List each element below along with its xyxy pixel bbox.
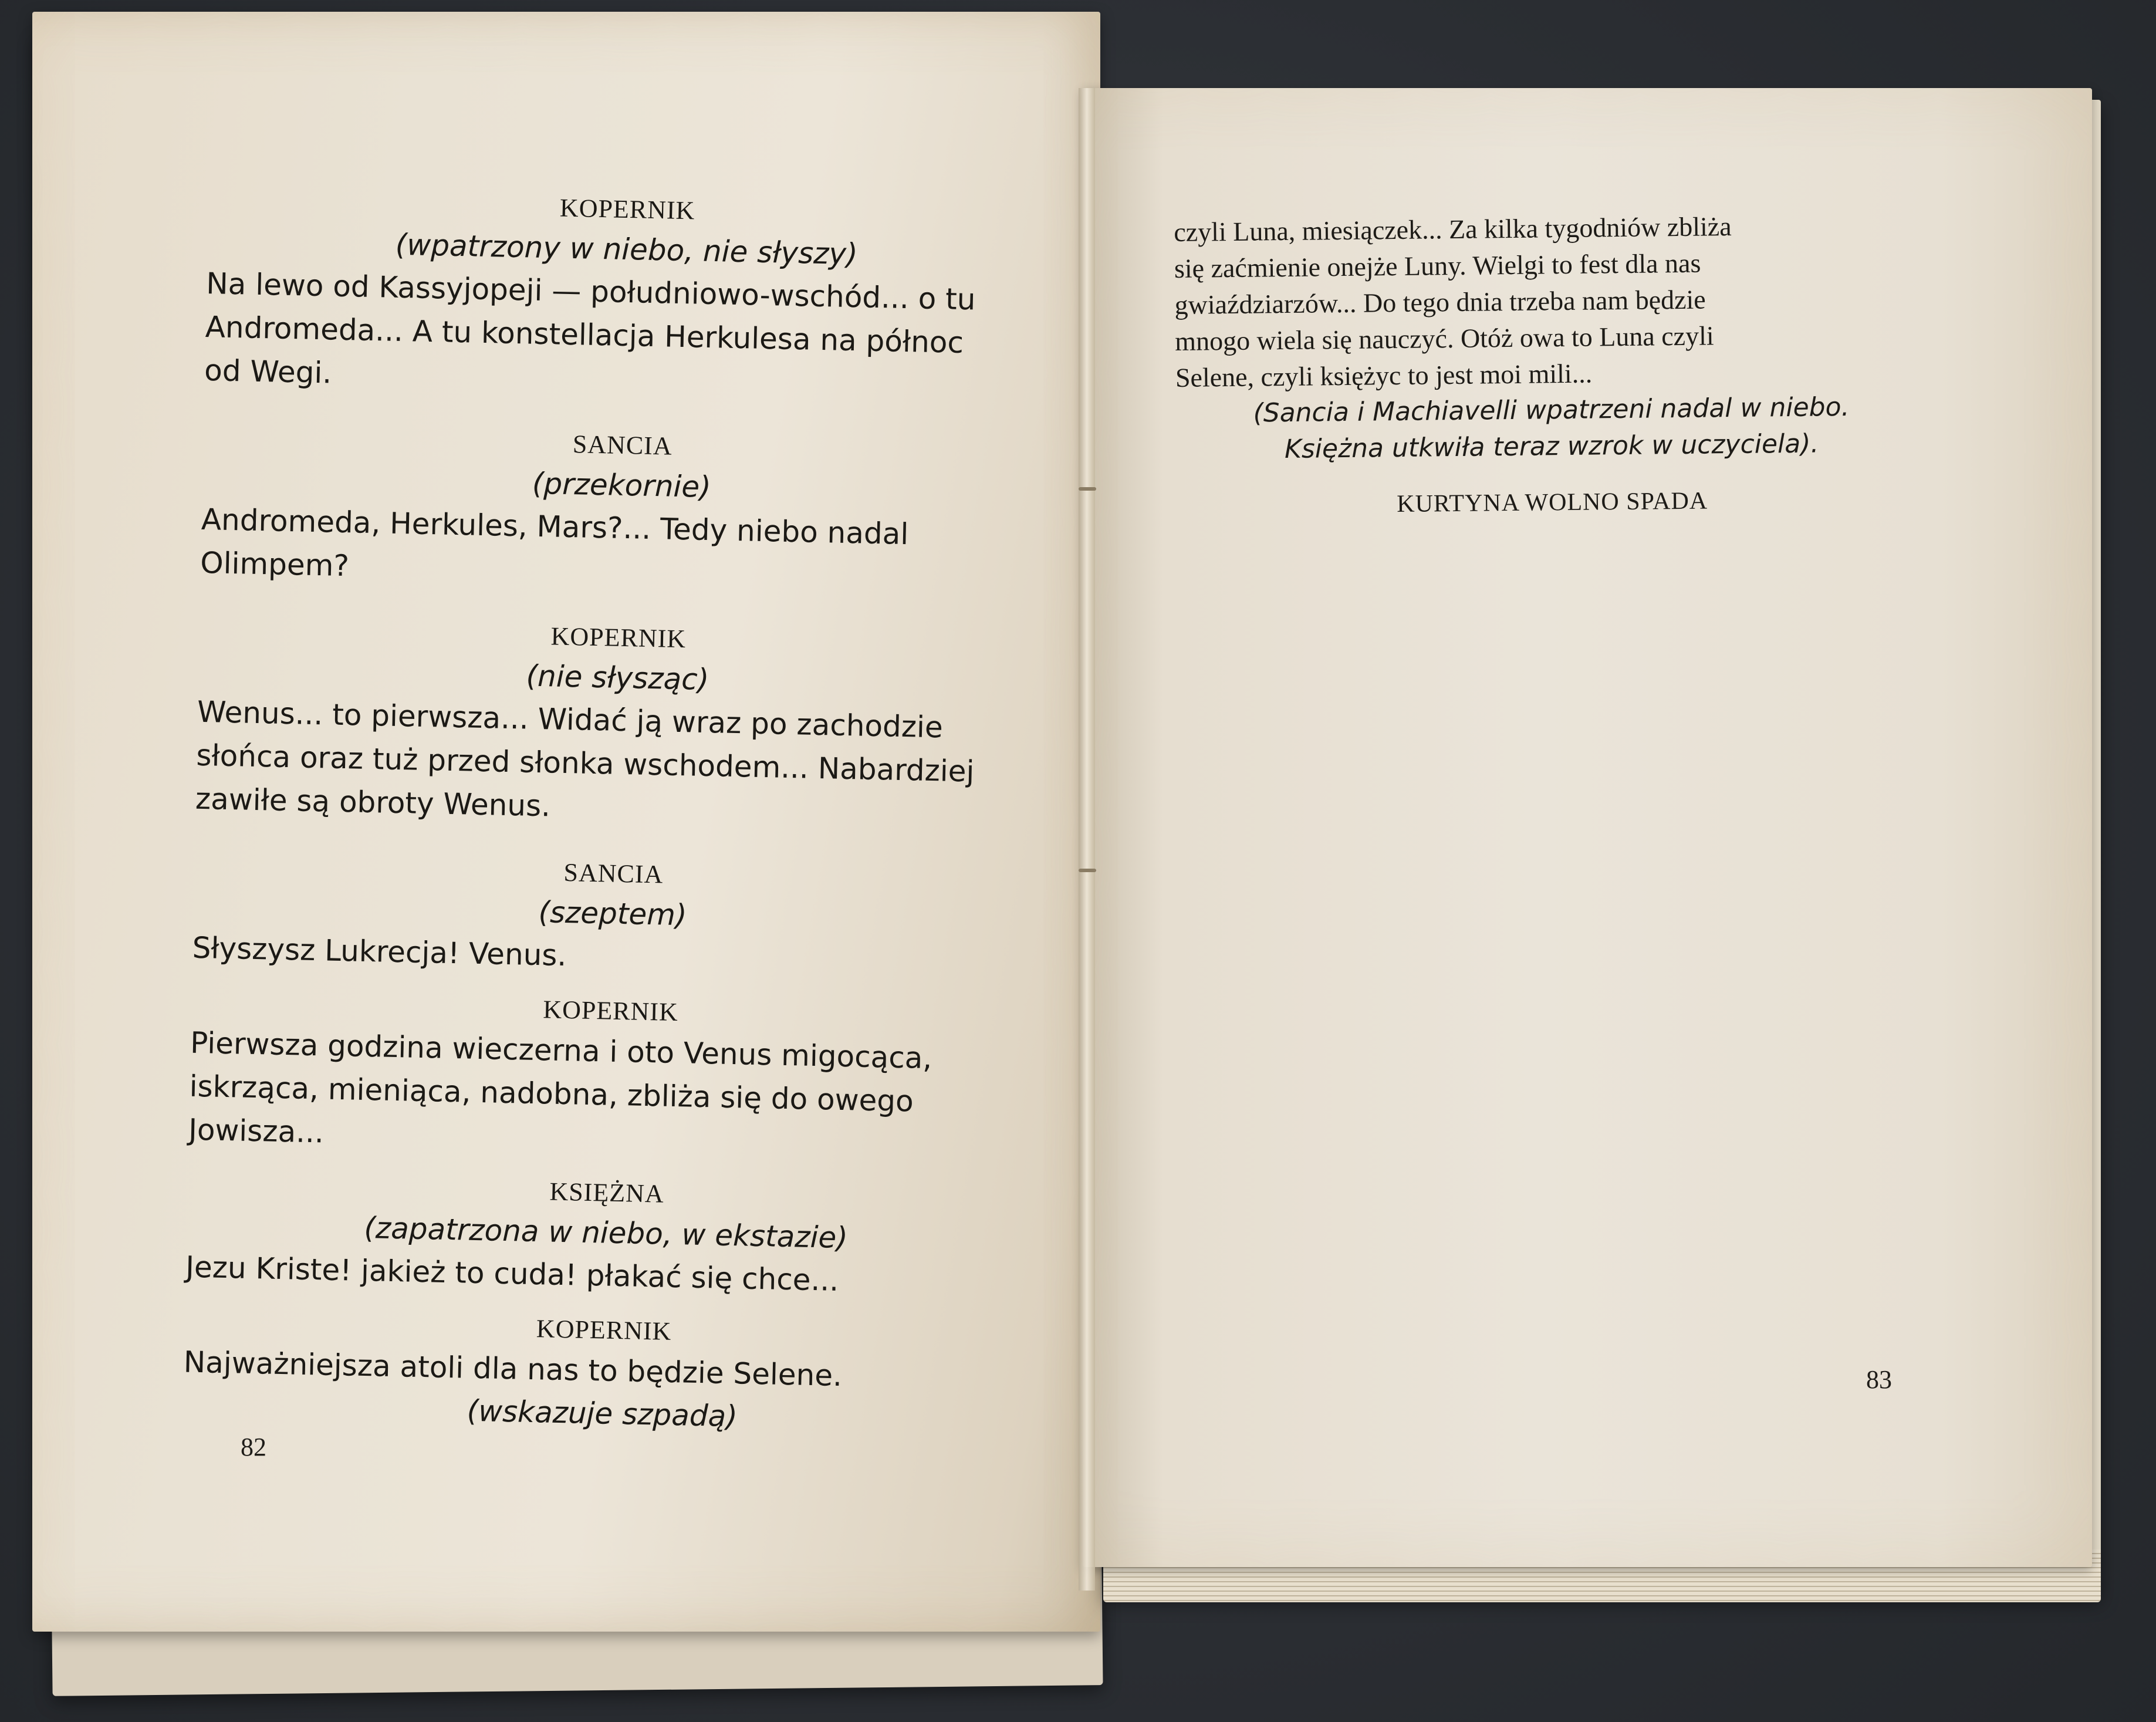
stage-direction: (wpatrzony w niebo, nie słyszy) xyxy=(395,227,859,272)
speech-line: od Wegi. xyxy=(204,353,332,390)
page-number-left: 82 xyxy=(241,1433,266,1461)
stage-direction: (wskazuje szpadą) xyxy=(467,1393,738,1434)
speech-line: Andromeda, Herkules, Mars?... Tedy niebo nadal xyxy=(201,502,909,552)
stage-direction: Księżna utkwiła teraz wzrok w uczyciela). xyxy=(1284,428,1819,465)
curtain-direction: KURTYNA WOLNO SPADA xyxy=(1397,487,1708,518)
speech-line: Najważniejsza atoli dla nas to będzie Selene. xyxy=(183,1345,843,1393)
speech-line: Selene, czyli księżyc to jest moi mili... xyxy=(1175,358,1593,393)
speaker-name: SANCIA xyxy=(563,857,664,889)
speaker-name: KOPERNIK xyxy=(536,1314,672,1346)
stage-direction: (Sancia i Machiavelli wpatrzeni nadal w niebo. xyxy=(1253,391,1850,428)
speaker-name: KOPERNIK xyxy=(550,622,687,654)
stage-direction: (nie słysząc) xyxy=(526,659,709,697)
speech-line: Wenus... to pierwsza... Widać ją wraz po zachodzie xyxy=(197,694,944,745)
speech-line: iskrząca, mieniąca, nadobna, zbliża się do owego xyxy=(189,1069,914,1119)
speaker-name: KOPERNIK xyxy=(542,995,679,1027)
speech-line: się zaćmienie onejże Luny. Wielgi to fest dla nas xyxy=(1174,248,1701,283)
speech-line: Andromeda... A tu konstellacja Herkulesa na północ xyxy=(205,309,964,360)
speech-line: gwiaździarzów... Do tego dnia trzeba nam będzie xyxy=(1174,284,1706,320)
right-page xyxy=(1083,88,2092,1567)
book-spine xyxy=(1079,88,1095,1591)
speaker-name: KOPERNIK xyxy=(559,193,695,225)
speech-line: czyli Luna, miesiączek... Za kilka tygodniów zbliża xyxy=(1174,211,1732,247)
binding-stitch xyxy=(1079,487,1096,491)
page-number-right: 83 xyxy=(1866,1365,1892,1394)
stage-direction: (przekornie) xyxy=(532,466,712,505)
speech-line: Olimpem? xyxy=(200,545,350,583)
speech-line: mnogo wiela się nauczyć. Otóż owa to Luna czyli xyxy=(1175,320,1714,356)
speech-line: Słyszysz Lukrecja! Venus. xyxy=(192,930,567,973)
left-page xyxy=(32,12,1100,1632)
stage-direction: (zapatrzona w niebo, w ekstazie) xyxy=(363,1210,849,1255)
speaker-name: SANCIA xyxy=(572,430,673,461)
speaker-name: KSIĘŻNA xyxy=(549,1177,665,1208)
speech-line: słońca oraz tuż przed słonka wschodem... Nabardziej xyxy=(195,738,975,789)
speech-line: Na lewo od Kassyjopeji — południowo-wschód... o tu xyxy=(205,266,976,317)
left-page-text xyxy=(183,182,1047,1443)
speech-line: Jowisza... xyxy=(188,1112,325,1150)
speech-line: zawiłe są obroty Wenus. xyxy=(195,781,551,823)
right-page-text xyxy=(1174,207,1928,521)
stage-direction: (szeptem) xyxy=(538,895,688,933)
speech-line: Jezu Kriste! jakież to cuda! płakać się chce... xyxy=(185,1250,839,1298)
binding-stitch xyxy=(1079,869,1096,872)
speech-line: Pierwsza godzina wieczerna i oto Venus migocąca, xyxy=(190,1025,932,1076)
